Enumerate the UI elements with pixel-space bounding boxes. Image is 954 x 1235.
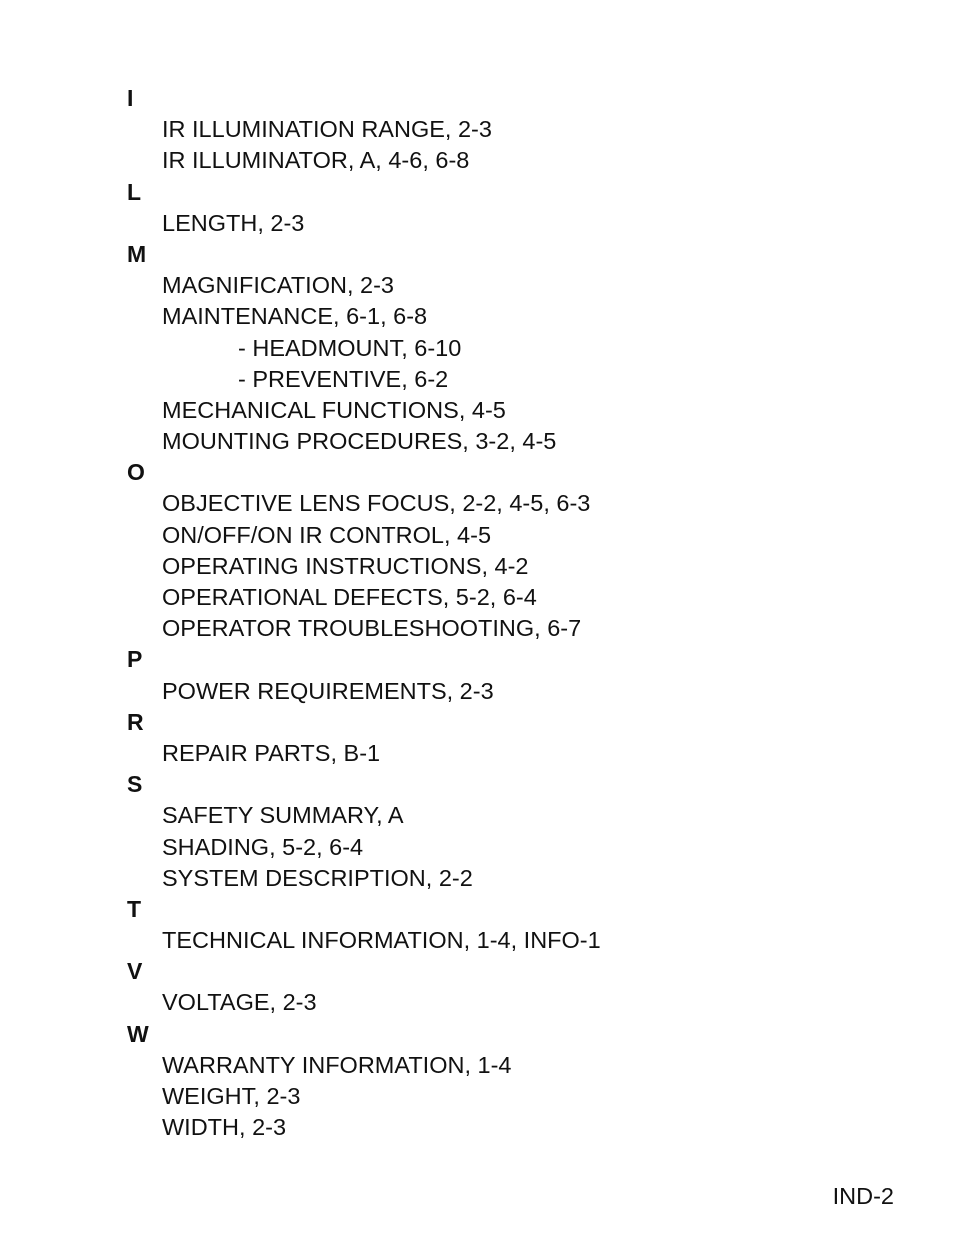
index-entry: IR ILLUMINATOR, A, 4-6, 6-8 bbox=[162, 147, 470, 174]
section-letter: I bbox=[127, 85, 134, 111]
index-entry: MAGNIFICATION, 2-3 bbox=[162, 272, 394, 299]
index-entry: POWER REQUIREMENTS, 2-3 bbox=[162, 677, 494, 704]
index-section-s bbox=[127, 769, 887, 894]
section-letter: S bbox=[127, 771, 143, 798]
index-entry: SYSTEM DESCRIPTION, 2-2 bbox=[162, 864, 473, 891]
section-letter: W bbox=[127, 1020, 149, 1047]
index-entry: OPERATOR TROUBLESHOOTING, 6-7 bbox=[162, 615, 582, 642]
index-section-t bbox=[127, 894, 887, 956]
index-entry: REPAIR PARTS, B-1 bbox=[162, 739, 381, 766]
section-letter: M bbox=[127, 240, 147, 267]
index-list bbox=[127, 83, 887, 1143]
index-subentry: - HEADMOUNT, 6-10 bbox=[238, 334, 462, 361]
section-letter: P bbox=[127, 646, 143, 673]
index-subentry: - PREVENTIVE, 6-2 bbox=[238, 365, 449, 392]
page-number: IND-2 bbox=[832, 1183, 894, 1209]
index-entry: SAFETY SUMMARY, A bbox=[162, 802, 404, 829]
index-entry: OPERATIONAL DEFECTS, 5-2, 6-4 bbox=[162, 584, 537, 610]
index-section-m bbox=[127, 239, 887, 457]
index-section-r bbox=[127, 707, 887, 769]
index-section-v bbox=[127, 956, 887, 1018]
index-entry: WIDTH, 2-3 bbox=[162, 1114, 287, 1141]
index-entry: WEIGHT, 2-3 bbox=[162, 1083, 301, 1109]
index-entry: MECHANICAL FUNCTIONS, 4-5 bbox=[162, 396, 506, 423]
index-entry: OPERATING INSTRUCTIONS, 4-2 bbox=[162, 552, 529, 579]
index-entry: TECHNICAL INFORMATION, 1-4, INFO-1 bbox=[162, 927, 601, 954]
index-entry: ON/OFF/ON IR CONTROL, 4-5 bbox=[162, 521, 492, 548]
index-section-w bbox=[127, 1019, 887, 1144]
index-entry: MOUNTING PROCEDURES, 3-2, 4-5 bbox=[162, 428, 557, 455]
index-section-o bbox=[127, 457, 887, 644]
index-section-p bbox=[127, 644, 887, 706]
index-section-l bbox=[127, 177, 887, 239]
index-entry: VOLTAGE, 2-3 bbox=[162, 989, 317, 1016]
index-entry: IR ILLUMINATION RANGE, 2-3 bbox=[162, 116, 492, 143]
section-letter: O bbox=[127, 459, 145, 486]
index-entry: MAINTENANCE, 6-1, 6-8 bbox=[162, 303, 428, 330]
index-entry: WARRANTY INFORMATION, 1-4 bbox=[162, 1051, 512, 1078]
index-entry: OBJECTIVE LENS FOCUS, 2-2, 4-5, 6-3 bbox=[162, 490, 591, 517]
section-letter: R bbox=[127, 708, 144, 735]
index-section-i bbox=[127, 83, 887, 177]
section-letter: V bbox=[127, 958, 143, 985]
index-entry: LENGTH, 2-3 bbox=[162, 209, 305, 236]
section-letter: T bbox=[127, 895, 142, 922]
index-entry: SHADING, 5-2, 6-4 bbox=[162, 833, 364, 860]
section-letter: L bbox=[127, 178, 142, 205]
